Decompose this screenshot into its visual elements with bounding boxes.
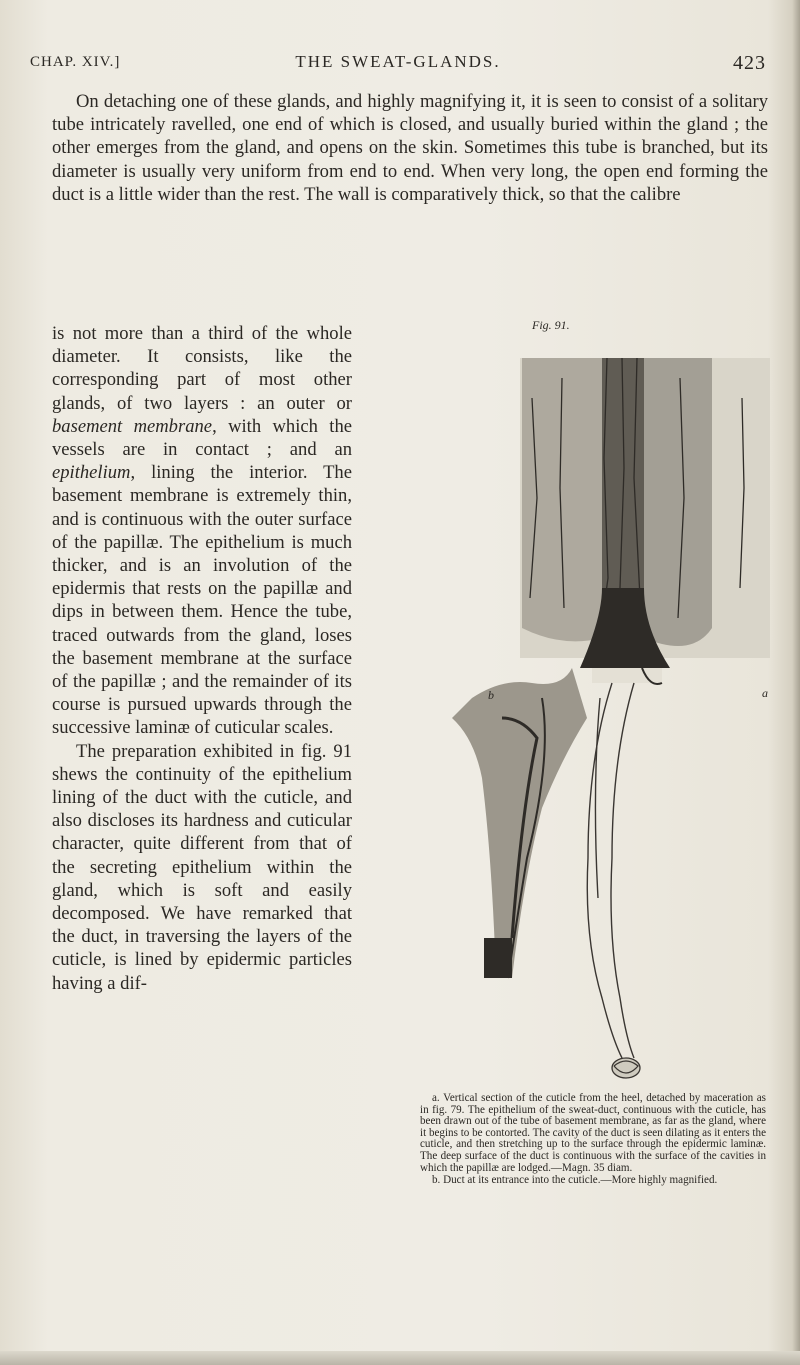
chapter-marker: CHAP. XIV.] [30, 54, 121, 70]
page-edge [792, 0, 800, 1365]
running-header [30, 52, 766, 78]
sweat-duct-illustration [412, 338, 792, 1088]
figure-label: Fig. 91. [532, 318, 570, 332]
caption-b: b. Duct at its entrance into the cuticle.—More highly magnified. [432, 1174, 718, 1187]
figure-91 [412, 318, 792, 1088]
figure-letter-b: b [488, 688, 494, 702]
paragraph-continuation [52, 322, 352, 740]
text-run: , lining the interior. The basement membrane is extremely thin, and is continuous with the outer surface of the papillæ. The epithelium is much thicker, and is an involution of the epidermis that rests on the papillæ and dips in between them. Hence the tube, traced outwards from the gland, loses the basement membrane at the surface of the papillæ ; and the remainder of its course is pursued upwards through the successive laminæ of cuticular scales. [52, 462, 352, 739]
text-run: , with which the vessels are in contact ; and an [52, 415, 352, 461]
caption-a: a. Vertical section of the cuticle from the heel, detached by maceration as in fig. 79. The epithelium of the sweat-duct, continuous with the cuticle, has been drawn out of the tube of basement membrane, as far as the gland, where it begins to be contorted. The cavity of the duct is seen dilating as it enters the cuticle, and then stretching up to the surface through the epidermic laminæ. The deep surface of the duct is continuous with the surface of the cavities in which the papillæ are lodged.—Magn. 35 diam. [420, 1092, 766, 1174]
page-number: 423 [733, 52, 766, 74]
term-basement-membrane: basement membrane [52, 415, 213, 437]
section-a-drawing [520, 358, 770, 684]
section-b-drawing [452, 668, 587, 978]
paragraph-opening: On detaching one of these glands, and highly magnifying it, it is seen to consist of a solitary tube intricately ravelled, one end of which is closed, and usually buried within the gland ; the other emerges from the gland, and opens on the skin. Sometimes this tube is branched, but its diameter is usually very uniform from end to end. When very long, the open end forming the duct is a little wider than the rest. The wall is comparatively thick, so that the calibre [52, 91, 768, 205]
gland-coil-drawing [612, 1058, 640, 1078]
paragraph-preparation: The preparation exhibited in fig. 91 shews the continuity of the epithelium lining of the duct with the cuticle, and also discloses its hardness and cuticular character, quite different from that of the secreting epithelium within the gland, which is soft and easily decomposed. We have remarked that the duct, in traversing the layers of the cuticle, is lined by epidermic particles having a dif- [52, 740, 352, 994]
duct-tube-drawing [587, 683, 634, 1058]
text-column [52, 322, 352, 995]
figure-letter-a: a [762, 686, 768, 700]
text-run: is not more than a third of the whole diameter. It consists, like the corresponding part of most other glands, of two layers : an outer or [52, 323, 352, 414]
term-epithelium: epithelium [52, 462, 131, 484]
figure-caption [420, 1093, 766, 1188]
page-bottom-shadow [0, 1351, 800, 1365]
running-title: THE SWEAT-GLANDS. [295, 52, 501, 71]
